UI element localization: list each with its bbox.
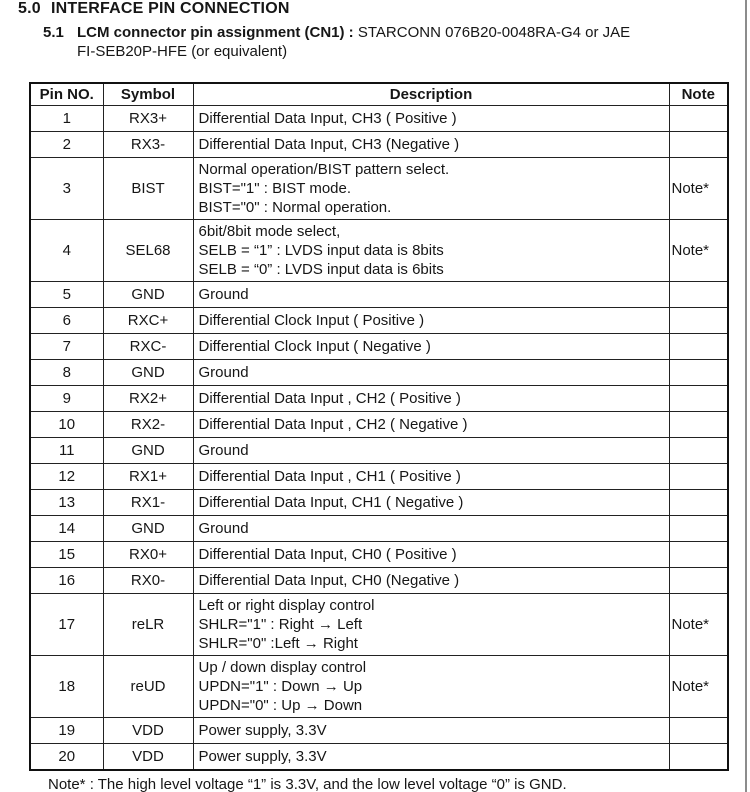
pin-number-cell: 17 (30, 594, 103, 656)
description-line: Differential Data Input, CH3 (Negative ) (198, 136, 460, 153)
pin-number-cell: 5 (30, 282, 103, 308)
column-header-description: Description (193, 83, 669, 106)
description-cell (193, 516, 669, 542)
subsection-heading (43, 23, 750, 61)
pin-table-body (30, 106, 728, 771)
note-cell: Note* (669, 220, 728, 282)
description-line: Differential Data Input , CH1 ( Positive ) (198, 468, 461, 485)
description-line: BIST="1" : BIST mode. (198, 180, 352, 197)
subsection-body (77, 23, 630, 61)
description-line: Differential Clock Input ( Positive ) (198, 312, 425, 329)
description-cell (193, 412, 669, 438)
symbol-cell: RX0- (103, 568, 193, 594)
note-cell (669, 516, 728, 542)
subsection-title: LCM connector pin assignment (CN1) : (77, 24, 354, 41)
section-heading (18, 0, 750, 17)
pin-number-cell: 4 (30, 220, 103, 282)
column-header-symbol: Symbol (103, 83, 193, 106)
description-line: Ground (198, 520, 249, 537)
note-cell (669, 438, 728, 464)
table-row (30, 542, 728, 568)
description-line: Ground (198, 364, 249, 381)
description-line: SHLR="0" :Left → Right (198, 635, 358, 652)
note-cell (669, 568, 728, 594)
description-cell (193, 282, 669, 308)
description-line: Differential Data Input , CH2 ( Positive ) (198, 390, 461, 407)
description-cell (193, 744, 669, 771)
pin-number-cell: 12 (30, 464, 103, 490)
symbol-cell: RX0+ (103, 542, 193, 568)
table-row (30, 656, 728, 718)
description-cell (193, 220, 669, 282)
table-row (30, 594, 728, 656)
description-line: Ground (198, 286, 249, 303)
table-row (30, 516, 728, 542)
note-cell (669, 718, 728, 744)
description-line: Power supply, 3.3V (198, 748, 327, 765)
note-cell (669, 282, 728, 308)
symbol-cell: RX3+ (103, 106, 193, 132)
description-line: 6bit/8bit mode select, (198, 223, 341, 240)
section-title: INTERFACE PIN CONNECTION (51, 0, 290, 17)
note-cell (669, 744, 728, 771)
pin-number-cell: 1 (30, 106, 103, 132)
note-cell: Note* (669, 158, 728, 220)
description-line: Normal operation/BIST pattern select. (198, 161, 450, 178)
description-line: SHLR="1" : Right → Left (198, 616, 363, 633)
description-line: UPDN="0" : Up → Down (198, 697, 363, 714)
description-cell (193, 334, 669, 360)
table-row (30, 386, 728, 412)
pin-number-cell: 13 (30, 490, 103, 516)
symbol-cell: RX1- (103, 490, 193, 516)
symbol-cell: GND (103, 282, 193, 308)
description-line: Differential Data Input, CH1 ( Negative ) (198, 494, 464, 511)
description-line: Left or right display control (198, 597, 375, 614)
description-cell (193, 568, 669, 594)
footnote: Note* : The high level voltage “1” is 3.3V, and the low level voltage “0” is GND. (48, 776, 567, 792)
description-line: Differential Data Input, CH0 ( Positive ) (198, 546, 457, 563)
subsection-number: 5.1 (43, 24, 64, 41)
description-line: Power supply, 3.3V (198, 722, 327, 739)
pin-number-cell: 14 (30, 516, 103, 542)
description-cell (193, 594, 669, 656)
description-line: UPDN="1" : Down → Up (198, 678, 363, 695)
note-cell (669, 106, 728, 132)
note-cell (669, 412, 728, 438)
description-line: Differential Data Input, CH3 ( Positive ) (198, 110, 457, 127)
pin-number-cell: 15 (30, 542, 103, 568)
description-line: Up / down display control (198, 659, 367, 676)
symbol-cell: RX3- (103, 132, 193, 158)
description-cell (193, 656, 669, 718)
pin-number-cell: 3 (30, 158, 103, 220)
symbol-cell: RX2- (103, 412, 193, 438)
table-row (30, 106, 728, 132)
description-line: Differential Clock Input ( Negative ) (198, 338, 431, 355)
description-cell (193, 158, 669, 220)
table-row (30, 308, 728, 334)
subsection-connector-text: STARCONN 076B20-0048RA-G4 or JAE (353, 24, 631, 41)
table-row (30, 438, 728, 464)
symbol-cell: reUD (103, 656, 193, 718)
symbol-cell: VDD (103, 718, 193, 744)
table-row (30, 568, 728, 594)
symbol-cell: reLR (103, 594, 193, 656)
note-cell: Note* (669, 656, 728, 718)
note-cell (669, 542, 728, 568)
note-cell (669, 334, 728, 360)
symbol-cell: VDD (103, 744, 193, 771)
table-row (30, 158, 728, 220)
description-line: SELB = “0” : LVDS input data is 6bits (198, 261, 444, 278)
description-cell (193, 490, 669, 516)
column-header-note: Note (669, 83, 728, 106)
description-cell (193, 438, 669, 464)
pin-number-cell: 16 (30, 568, 103, 594)
column-header-pin-no: Pin NO. (30, 83, 103, 106)
page-edge-line (745, 0, 747, 792)
note-cell (669, 464, 728, 490)
description-cell (193, 718, 669, 744)
pin-number-cell: 9 (30, 386, 103, 412)
description-cell (193, 386, 669, 412)
pin-number-cell: 6 (30, 308, 103, 334)
description-line: Differential Data Input, CH0 (Negative ) (198, 572, 460, 589)
description-cell (193, 360, 669, 386)
symbol-cell: RX1+ (103, 464, 193, 490)
subsection-connector-text-line2: FI-SEB20P-HFE (or equivalent) (77, 43, 288, 60)
table-row (30, 464, 728, 490)
pin-number-cell: 10 (30, 412, 103, 438)
note-cell (669, 360, 728, 386)
table-row (30, 334, 728, 360)
section-number: 5.0 (18, 0, 41, 17)
pin-number-cell: 7 (30, 334, 103, 360)
description-cell (193, 542, 669, 568)
note-cell (669, 490, 728, 516)
symbol-cell: RXC- (103, 334, 193, 360)
symbol-cell: GND (103, 438, 193, 464)
pin-number-cell: 11 (30, 438, 103, 464)
table-row (30, 220, 728, 282)
description-cell (193, 132, 669, 158)
pin-assignment-table (29, 82, 729, 771)
description-line: Ground (198, 442, 249, 459)
pin-number-cell: 8 (30, 360, 103, 386)
description-cell (193, 308, 669, 334)
symbol-cell: RXC+ (103, 308, 193, 334)
pin-number-cell: 18 (30, 656, 103, 718)
description-cell (193, 106, 669, 132)
description-line: BIST="0" : Normal operation. (198, 199, 392, 216)
description-line: Differential Data Input , CH2 ( Negative ) (198, 416, 468, 433)
symbol-cell: RX2+ (103, 386, 193, 412)
table-row (30, 412, 728, 438)
table-row (30, 718, 728, 744)
table-header-row (30, 83, 728, 106)
table-row (30, 490, 728, 516)
table-row (30, 360, 728, 386)
note-cell (669, 308, 728, 334)
note-cell (669, 386, 728, 412)
table-row (30, 132, 728, 158)
pin-number-cell: 20 (30, 744, 103, 771)
symbol-cell: GND (103, 360, 193, 386)
symbol-cell: BIST (103, 158, 193, 220)
table-row (30, 744, 728, 771)
symbol-cell: GND (103, 516, 193, 542)
table-row (30, 282, 728, 308)
pin-number-cell: 19 (30, 718, 103, 744)
description-line: SELB = “1” : LVDS input data is 8bits (198, 242, 444, 259)
pin-number-cell: 2 (30, 132, 103, 158)
symbol-cell: SEL68 (103, 220, 193, 282)
description-cell (193, 464, 669, 490)
note-cell (669, 132, 728, 158)
note-cell: Note* (669, 594, 728, 656)
